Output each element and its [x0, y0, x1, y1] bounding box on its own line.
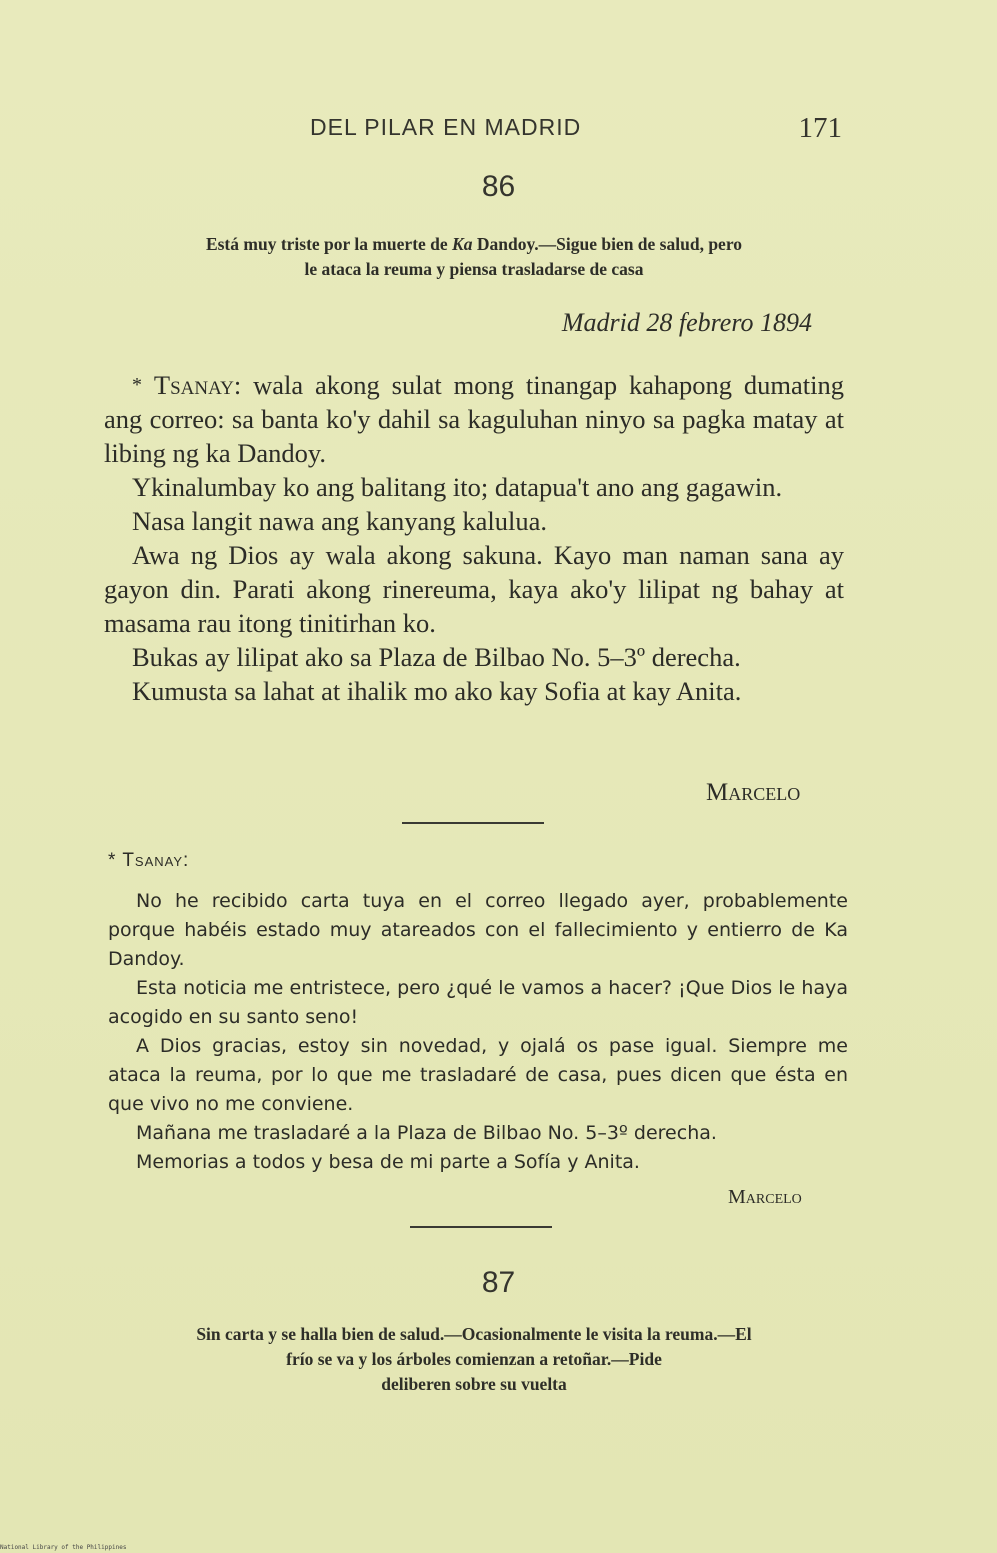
translation-paragraph: Esta noticia me entristece, pero ¿qué le vamos a hacer? ¡Que Dios le haya acogido en su santo seno!: [108, 977, 848, 1028]
dateline: Madrid 28 febrero 1894: [561, 308, 812, 337]
body-paragraph: Awa ng Dios ay wala akong sakuna. Kayo man naman sana ay gayon din. Parati akong rinereuma, kaya ako'y lilipat ng bahay at masama rau itong tinitirhan ko.: [104, 540, 844, 638]
library-credit: National Library of the Philippines: [0, 1544, 127, 1551]
summary-line: le ataca la reuma y piensa trasladarse de casa: [304, 259, 644, 279]
translation-signature: Marcelo: [728, 1186, 802, 1208]
summary-line: Está muy triste por la muerte de Ka Dandoy.—Sigue bien de salud, pero: [205, 234, 743, 254]
translation-paragraph: No he recibido carta tuya en el correo llegado ayer, probablemente porque habéis estado muy atareados con el fallecimiento y entierro de Ka Dandoy.: [108, 890, 848, 970]
signature: Marcelo: [706, 779, 801, 806]
translation-paragraph: A Dios gracias, estoy sin novedad, y ojalá os pase igual. Siempre me ataca la reuma, por lo que me trasladaré de casa, pues dicen que ésta en que vivo no me conviene.: [108, 1035, 848, 1115]
letter-number-87: 87: [481, 1266, 516, 1299]
footnote-marker: *: [132, 374, 142, 396]
summary-line: frío se va y los árboles comienzan a retoñar.—Pide: [286, 1349, 662, 1369]
running-title: DEL PILAR EN MADRID: [310, 114, 582, 140]
translation-paragraph: Mañana me trasladaré a la Plaza de Bilbao No. 5–3º derecha.: [136, 1122, 717, 1144]
summary-line: Sin carta y se halla bien de salud.—Ocasionalmente le visita la reuma.—El: [196, 1324, 752, 1344]
translation-paragraph: Memorias a todos y besa de mi parte a Sofía y Anita.: [136, 1151, 640, 1173]
body-paragraph: Bukas ay lilipat ako sa Plaza de Bilbao No. 5–3º derecha.: [132, 642, 741, 672]
letter-number-86: 86: [481, 170, 516, 203]
translation-body: [108, 887, 848, 1177]
body-paragraph: Nasa langit nawa ang kanyang kalulua.: [132, 506, 548, 536]
letter-87-summary: [100, 1322, 848, 1397]
page-number: 171: [798, 112, 842, 144]
letter-86-summary: [100, 232, 848, 282]
divider-rule: [410, 1226, 552, 1228]
divider-rule: [402, 822, 544, 824]
salutation: Tsanay: [153, 370, 234, 400]
body-paragraph: Kumusta sa lahat at ihalik mo ako kay Sofia at kay Anita.: [132, 676, 742, 706]
body-paragraph: * Tsanay: wala akong sulat mong tinangap kahapong dumating ang correo: sa banta ko'y dahil sa kaguluhan ninyo sa pagka matay at libing ng ka Dandoy.: [104, 370, 845, 468]
letter-86-body: [104, 368, 844, 708]
page-header: [104, 112, 844, 148]
summary-line: deliberen sobre su vuelta: [381, 1374, 567, 1394]
translation-label: * Tsanay:: [108, 850, 190, 871]
body-paragraph: Ykinalumbay ko ang balitang ito; datapua't ano ang gagawin.: [132, 472, 783, 502]
